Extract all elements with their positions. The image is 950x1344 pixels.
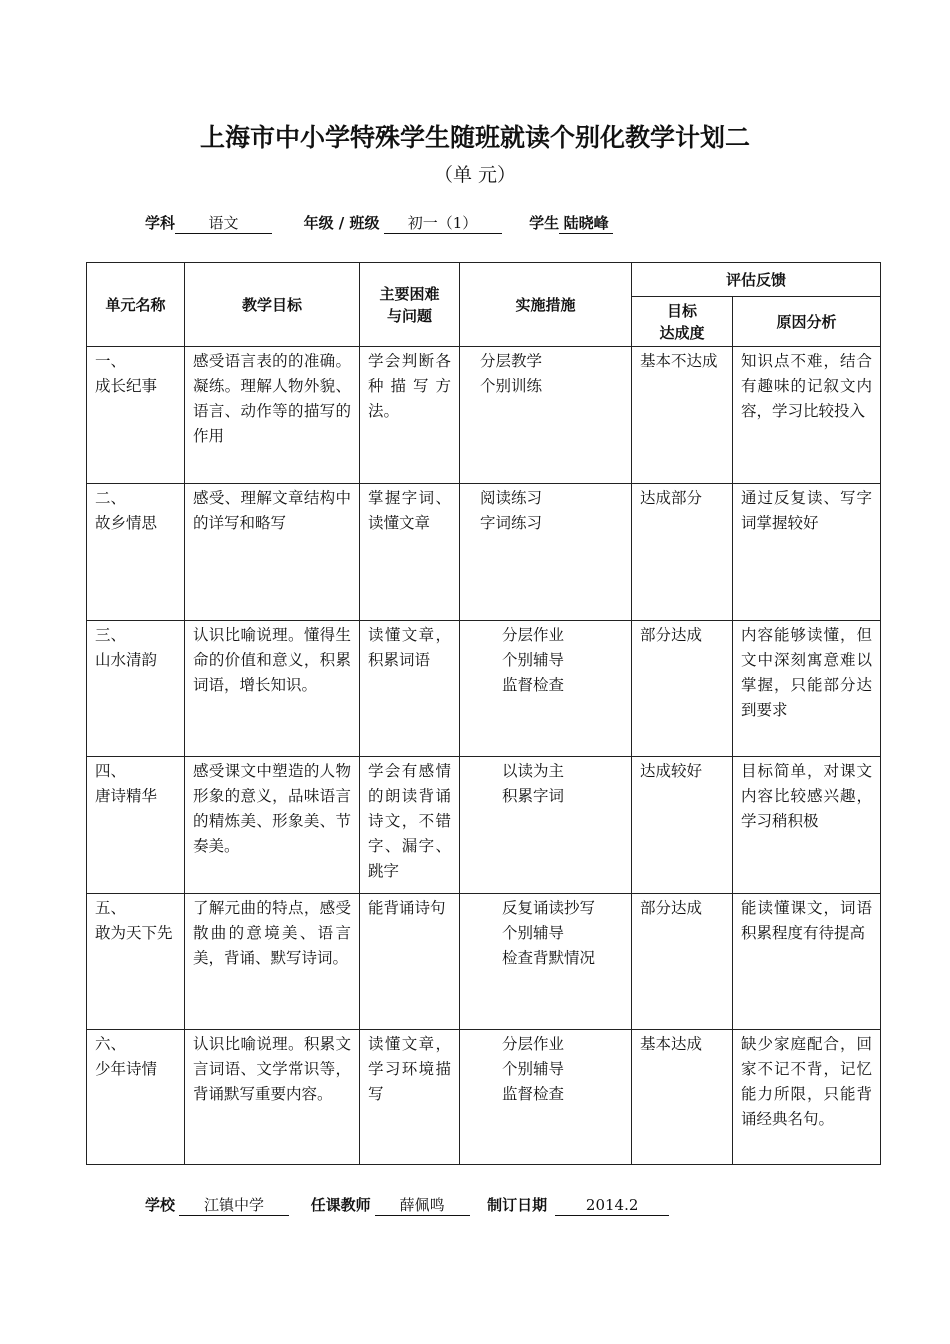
unit-name: 故乡情思 — [95, 514, 158, 532]
measure-item: 个别辅导 — [502, 924, 565, 942]
reason-cell: 能读懂课文，词语积累程度有待提高 — [733, 894, 881, 1030]
problem-cell: 掌握字词、读懂文章 — [360, 484, 460, 621]
goal-cell: 感受课文中塑造的人物形象的意义，品味语言的精炼美、形象美、节奏美。 — [185, 757, 360, 894]
teacher-value: 薛佩鸣 — [375, 1195, 470, 1216]
measure-item: 检查背默情况 — [502, 949, 596, 967]
table-row — [87, 484, 881, 621]
unit-name: 唐诗精华 — [95, 787, 158, 805]
problem-cell: 学会有感情的朗读背诵诗文，不错字、漏字、跳字 — [360, 757, 460, 894]
teacher-label: 任课教师 — [310, 1196, 371, 1214]
problem-cell: 学会判断各种描写方法。 — [360, 347, 460, 484]
problem-cell: 读懂文章，学习环境描写 — [360, 1030, 460, 1165]
grade-value: 初一（1） — [384, 213, 502, 234]
unit-number: 六、 — [95, 1035, 127, 1053]
header-goal: 教学目标 — [185, 263, 360, 347]
student-value: 陆晓峰 — [559, 213, 613, 234]
subject-value: 语文 — [175, 213, 272, 234]
document-title: 上海市中小学特殊学生随班就读个别化教学计划二 — [199, 123, 750, 152]
measures-cell — [460, 894, 632, 1030]
measures-cell — [460, 621, 632, 757]
measures-cell — [460, 1030, 632, 1165]
date-label: 制订日期 — [487, 1196, 548, 1214]
header-reason: 原因分析 — [733, 297, 881, 347]
unit-cell — [87, 1030, 185, 1165]
goal-cell: 了解元曲的特点，感受散曲的意境美、语言美，背诵、默写诗词。 — [185, 894, 360, 1030]
unit-cell — [87, 757, 185, 894]
measure-item: 分层作业 — [502, 626, 565, 644]
unit-name: 山水清韵 — [95, 651, 158, 669]
unit-cell — [87, 621, 185, 757]
table-row — [87, 757, 881, 894]
school-label: 学校 — [145, 1196, 176, 1214]
student-label: 学生 — [529, 214, 560, 232]
measures-cell — [460, 757, 632, 894]
footer-line — [145, 1194, 669, 1216]
measure-item: 个别训练 — [480, 377, 543, 395]
date-value: 2014.2 — [555, 1195, 669, 1216]
header-unit: 单元名称 — [87, 263, 185, 347]
table-row — [87, 1030, 881, 1165]
header-measures: 实施措施 — [460, 263, 632, 347]
measure-item: 监督检查 — [502, 1085, 565, 1103]
unit-name: 成长纪事 — [95, 377, 158, 395]
measure-item: 个别辅导 — [502, 1060, 565, 1078]
subject-label: 学科 — [145, 214, 176, 232]
school-value: 江镇中学 — [179, 1195, 289, 1216]
document-subtitle: （单 元） — [433, 164, 517, 186]
unit-cell — [87, 347, 185, 484]
measure-item: 阅读练习 — [480, 489, 543, 507]
problem-cell: 读懂文章，积累词语 — [360, 621, 460, 757]
measure-item: 以读为主 — [502, 762, 565, 780]
measure-item: 分层作业 — [502, 1035, 565, 1053]
unit-name: 少年诗情 — [95, 1060, 158, 1078]
measure-item: 积累字词 — [502, 787, 565, 805]
measures-cell — [460, 484, 632, 621]
reason-cell: 目标简单，对课文内容比较感兴趣，学习稍积极 — [733, 757, 881, 894]
reason-cell: 缺少家庭配合，回家不记不背，记忆能力所限，只能背诵经典名句。 — [733, 1030, 881, 1165]
header-reach — [632, 297, 733, 347]
header-reach-line2: 达成度 — [659, 323, 705, 342]
unit-number: 五、 — [95, 899, 127, 917]
table-row — [87, 347, 881, 484]
measure-item: 个别辅导 — [502, 651, 565, 669]
reason-cell: 知识点不难，结合有趣味的记叙文内容，学习比较投入 — [733, 347, 881, 484]
unit-name: 敢为天下先 — [95, 924, 173, 942]
reach-cell: 达成部分 — [632, 484, 733, 621]
unit-cell — [87, 894, 185, 1030]
info-line — [145, 212, 613, 234]
measure-item: 监督检查 — [502, 676, 565, 694]
measure-item: 反复诵读抄写 — [502, 899, 596, 917]
unit-number: 一、 — [95, 352, 127, 370]
reason-cell: 通过反复读、写字词掌握较好 — [733, 484, 881, 621]
reason-cell: 内容能够读懂，但文中深刻寓意难以掌握，只能部分达到要求 — [733, 621, 881, 757]
grade-label: 年级 / 班级 — [303, 214, 380, 232]
reach-cell: 部分达成 — [632, 894, 733, 1030]
reach-cell: 基本达成 — [632, 1030, 733, 1165]
measure-item: 字词练习 — [480, 514, 543, 532]
measures-cell — [460, 347, 632, 484]
table-row — [87, 894, 881, 1030]
unit-number: 四、 — [95, 762, 127, 780]
unit-number: 三、 — [95, 626, 127, 644]
unit-number: 二、 — [95, 489, 127, 507]
goal-cell: 认识比喻说理。积累文言词语、文学常识等，背诵默写重要内容。 — [185, 1030, 360, 1165]
measure-item: 分层教学 — [480, 352, 543, 370]
header-problem — [360, 263, 460, 347]
teaching-plan-table — [86, 262, 881, 1165]
reach-cell: 部分达成 — [632, 621, 733, 757]
goal-cell: 感受语言表的的准确。凝练。理解人物外貌、语言、动作等的描写的作用 — [185, 347, 360, 484]
problem-cell: 能背诵诗句 — [360, 894, 460, 1030]
goal-cell: 认识比喻说理。懂得生命的价值和意义，积累词语，增长知识。 — [185, 621, 360, 757]
reach-cell: 达成较好 — [632, 757, 733, 894]
unit-cell — [87, 484, 185, 621]
header-problem-line1: 主要困难 — [379, 284, 440, 303]
header-evaluation: 评估反馈 — [632, 263, 881, 297]
header-problem-line2: 与问题 — [386, 306, 432, 325]
table-row — [87, 621, 881, 757]
goal-cell: 感受、理解文章结构中的详写和略写 — [185, 484, 360, 621]
header-reach-line1: 目标 — [666, 301, 697, 320]
reach-cell: 基本不达成 — [632, 347, 733, 484]
